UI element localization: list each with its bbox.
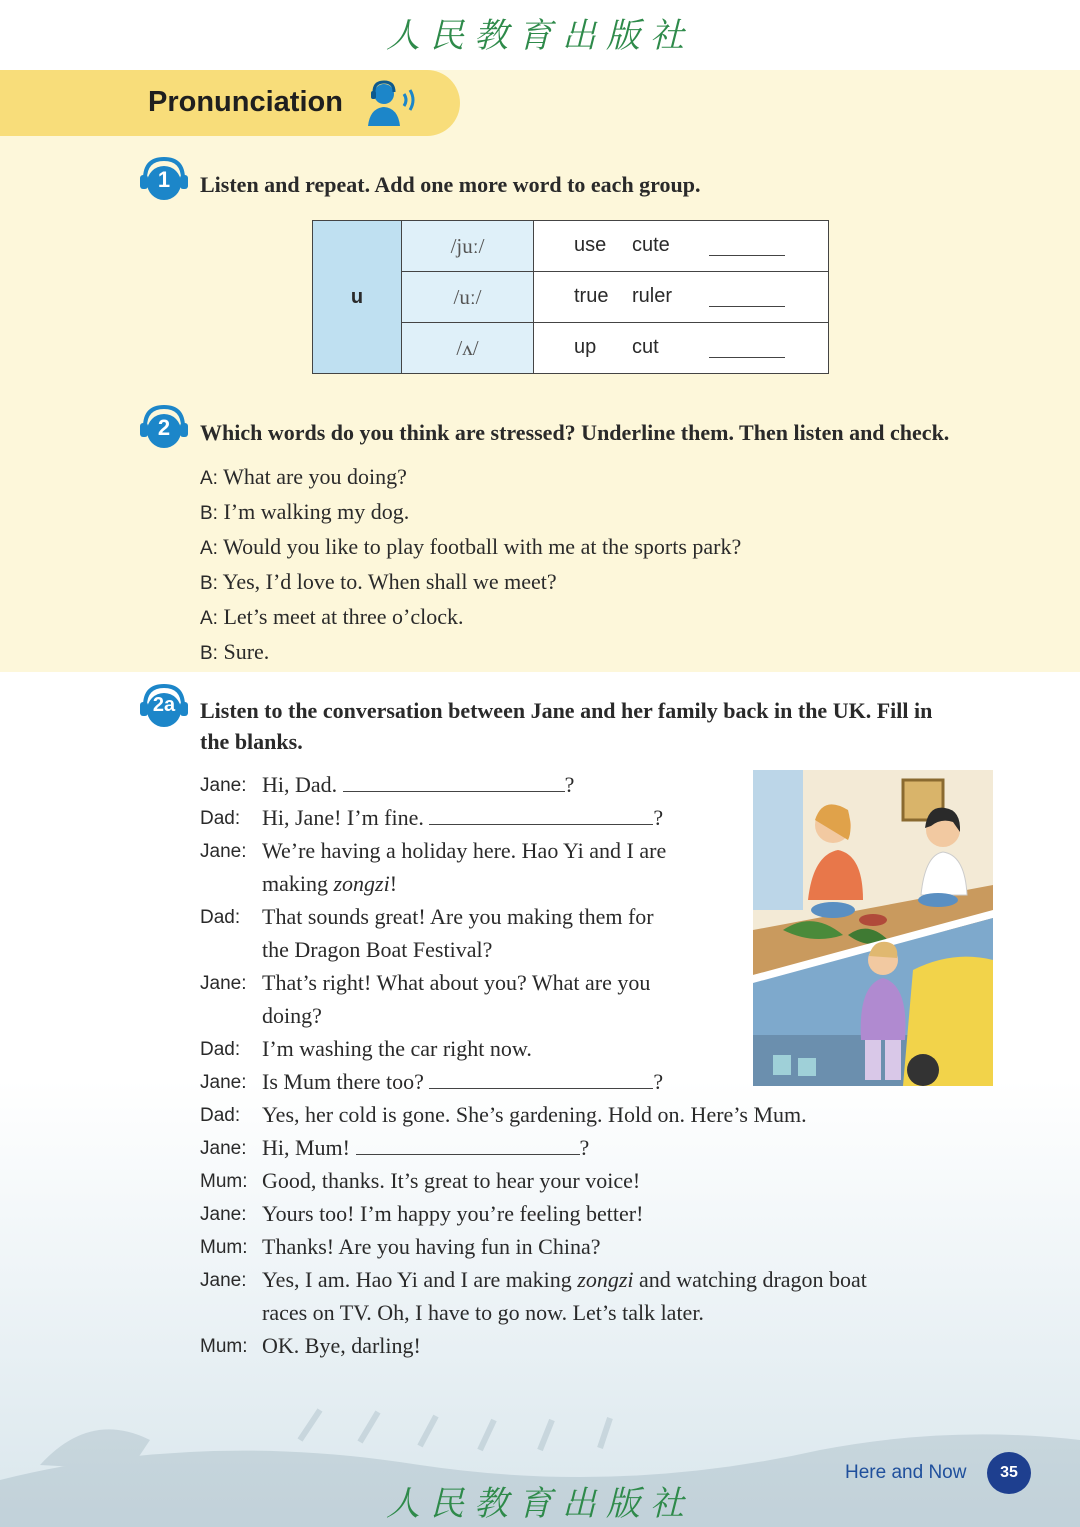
answer-blank[interactable]	[356, 1134, 580, 1155]
dialogue-line: doing?	[262, 1003, 322, 1028]
dialogue-line: Thanks! Are you having fun in China?	[262, 1234, 601, 1259]
dialogue-text: !	[389, 871, 398, 896]
unit-title: Here and Now	[845, 1462, 967, 1483]
dialogue-text: Would you like to play football with me at the sports park?	[223, 534, 742, 559]
instruction-line: Listen to the conversation between Jane and her family back in the UK. Fill in	[200, 698, 933, 723]
example-words	[534, 323, 829, 374]
example-word: up	[574, 336, 597, 358]
speaker-label: B:	[200, 573, 218, 594]
page-number: 35	[987, 1452, 1031, 1494]
question-mark: ?	[653, 805, 664, 830]
phonetic-symbol: /juː/	[402, 221, 534, 272]
dialogue-line: races on TV. Oh, I have to go now. Let’s talk later.	[262, 1300, 704, 1325]
speaker-label: A:	[200, 538, 218, 559]
dialogue-text: Yes, I am. Hao Yi and I are making	[262, 1267, 578, 1292]
listening-person-icon	[366, 80, 420, 128]
dialogue-line	[262, 1131, 867, 1164]
speaker-label: Jane:	[200, 775, 247, 796]
question-mark: ?	[653, 1069, 664, 1094]
dialogue-text: I’m walking my dog.	[223, 499, 410, 524]
dialogue-text: Hi, Jane! I’m fine.	[262, 805, 424, 830]
example-word: ruler	[632, 285, 673, 307]
dialogue-line: OK. Bye, darling!	[262, 1333, 421, 1358]
activity-2-instruction: Which words do you think are stressed? Underline them. Then listen and check.	[200, 420, 950, 445]
dialogue-line: Good, thanks. It’s great to hear your voice!	[262, 1168, 641, 1193]
dialogue-line: That sounds great! Are you making them for	[262, 904, 654, 929]
dialogue-text: making	[262, 871, 334, 896]
activity-number: 2a	[152, 694, 176, 716]
dialogue-text: Hi, Mum!	[262, 1135, 350, 1160]
speaker-label: B:	[200, 503, 218, 524]
activity-1-instruction: Listen and repeat. Add one more word to each group.	[200, 172, 701, 197]
speaker-label: Jane:	[200, 1270, 247, 1291]
speaker-label: Mum:	[200, 1171, 248, 1192]
dialogue-line	[200, 460, 741, 495]
dialogue-line: Yours too! I’m happy you’re feeling better!	[262, 1201, 644, 1226]
dialogue-line: the Dragon Boat Festival?	[262, 937, 493, 962]
section-title: Pronunciation	[148, 86, 343, 118]
example-words	[534, 221, 829, 272]
speaker-label: Dad:	[200, 907, 241, 928]
example-word: cut	[632, 336, 659, 358]
dialogue-text: Let’s meet at three o’clock.	[223, 604, 464, 629]
speaker-label: Mum:	[200, 1237, 248, 1258]
phonics-table	[312, 220, 829, 374]
dialogue-line	[200, 565, 741, 600]
speaker-label: Jane:	[200, 1138, 247, 1159]
answer-blank[interactable]	[429, 804, 653, 825]
speaker-label: Dad:	[200, 1039, 241, 1060]
dialogue-line	[200, 600, 741, 635]
instruction-line: the blanks.	[200, 729, 303, 754]
answer-blank[interactable]	[709, 306, 785, 307]
table-row	[313, 221, 829, 272]
publisher-footer: 人民教育出版社	[386, 1484, 694, 1524]
question-mark: ?	[564, 772, 575, 797]
dialogue-text: Is Mum there too?	[262, 1069, 424, 1094]
answer-blank[interactable]	[429, 1068, 653, 1089]
dialogue-line	[262, 1263, 867, 1296]
dialogue-text: and watching dragon boat	[633, 1267, 867, 1292]
dialogue-list	[200, 460, 741, 670]
dialogue-line: That’s right! What about you? What are you	[262, 970, 651, 995]
question-mark: ?	[579, 1135, 590, 1160]
speaker-label: Dad:	[200, 808, 241, 829]
italic-word: zongzi	[333, 871, 390, 896]
activity-number: 2	[157, 415, 171, 440]
activity-number: 1	[157, 167, 171, 192]
speaker-label: A:	[200, 468, 218, 489]
phonetic-symbol: /ʌ/	[402, 323, 534, 374]
speaker-label: Jane:	[200, 1072, 247, 1093]
dialogue-text: Sure.	[223, 639, 270, 664]
example-word: use	[574, 234, 607, 256]
dialogue-line: Yes, her cold is gone. She’s gardening. Hold on. Here’s Mum.	[262, 1102, 807, 1127]
dialogue-line: We’re having a holiday here. Hao Yi and I are	[262, 838, 667, 863]
speaker-label: Jane:	[200, 841, 247, 862]
letter-cell: u	[313, 221, 402, 374]
dialogue-text: Yes, I’d love to. When shall we meet?	[222, 569, 557, 594]
publisher-header: 人民教育出版社	[386, 16, 694, 56]
dialogue-text: Hi, Dad.	[262, 772, 338, 797]
dialogue-line	[200, 635, 741, 670]
family-illustration	[753, 770, 993, 1086]
speaker-label: Dad:	[200, 1105, 241, 1126]
activity-2a-instruction	[200, 695, 932, 757]
answer-blank[interactable]	[709, 255, 785, 256]
speaker-label: Jane:	[200, 1204, 247, 1225]
phonetic-symbol: /uː/	[402, 272, 534, 323]
dialogue-line	[200, 530, 741, 565]
example-word: cute	[632, 234, 670, 256]
dialogue-line	[200, 495, 741, 530]
italic-word: zongzi	[577, 1267, 634, 1292]
answer-blank[interactable]	[709, 357, 785, 358]
example-word: true	[574, 285, 609, 307]
speaker-label: A:	[200, 608, 218, 629]
dialogue-text: What are you doing?	[223, 464, 407, 489]
example-words	[534, 272, 829, 323]
speaker-column	[200, 769, 248, 1363]
speaker-label: Mum:	[200, 1336, 248, 1357]
speaker-label: Jane:	[200, 973, 247, 994]
answer-blank[interactable]	[343, 771, 565, 792]
speaker-label: B:	[200, 643, 218, 664]
dialogue-line: I’m washing the car right now.	[262, 1036, 532, 1061]
